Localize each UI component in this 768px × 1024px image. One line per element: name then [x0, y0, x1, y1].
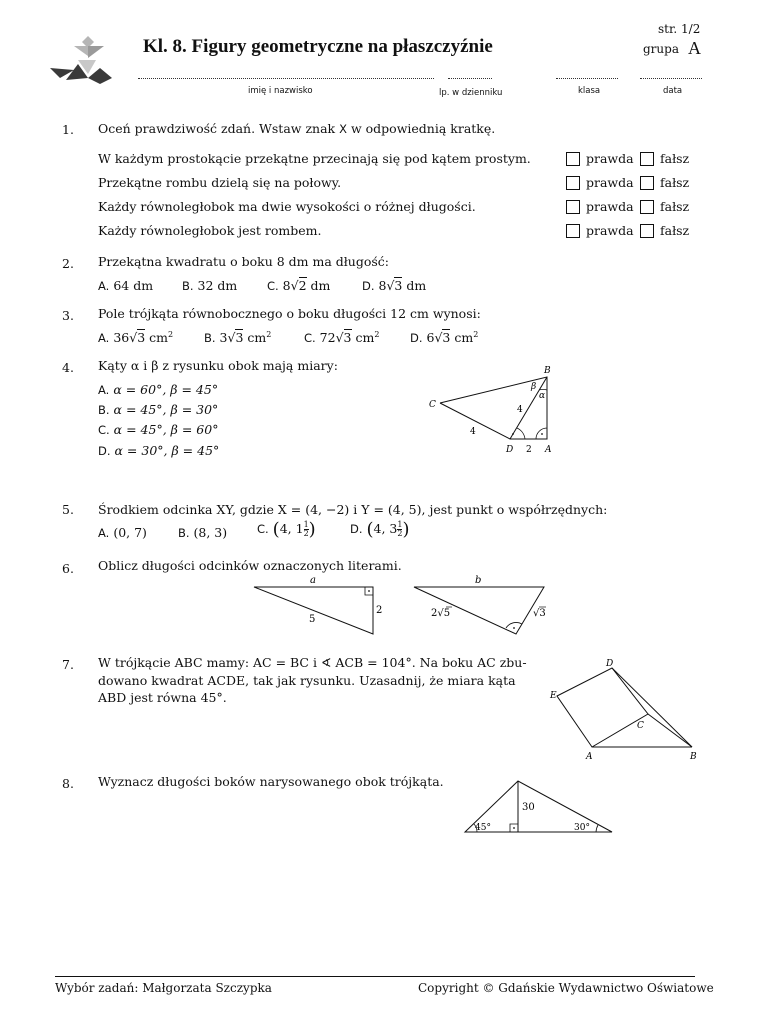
q1-false-checkbox[interactable] [640, 176, 654, 190]
q7-label-b: B [690, 752, 697, 762]
q6-label-b: b [475, 575, 482, 586]
q4-side-cd: 4 [470, 427, 476, 437]
q7-label-e: E [550, 691, 557, 701]
q1-false-checkbox[interactable] [640, 224, 654, 238]
q6-label-leg: 2 [376, 605, 383, 616]
q1-true-label: prawda [586, 175, 634, 190]
q1-statement: Przekątne rombu dzielą się na połowy. [98, 175, 342, 190]
q2-option-d[interactable]: D. 8√3 dm [362, 278, 427, 293]
q2-option-a[interactable]: A. 64 dm [98, 278, 154, 293]
q5-number: 5. [62, 502, 74, 517]
q1-false-checkbox[interactable] [640, 152, 654, 166]
q1-false-label: fałsz [660, 199, 690, 214]
q5-option-c[interactable]: C. (4, 1 $\frac{1}{2}$ ) [257, 519, 316, 540]
q8-right-angle: 30° [574, 823, 590, 833]
q2-number: 2. [62, 256, 74, 271]
q6-prompt: Oblicz długości odcinków oznaczonych literami. [98, 558, 402, 573]
q5-option-a[interactable]: A. (0, 7) [98, 525, 147, 540]
q5-option-d[interactable]: D. (4, 3 $\frac{1}{2}$ ) [350, 519, 410, 540]
name-field-label: imię i nazwisko [248, 86, 313, 96]
class-field-line[interactable] [556, 78, 618, 79]
q4-label-a: A [545, 445, 552, 455]
q1-statement: Każdy równoległobok ma dwie wysokości o różnej długości. [98, 199, 476, 214]
q1-true-label: prawda [586, 223, 634, 238]
date-field-line[interactable] [640, 78, 702, 79]
q6-label-right: √3 [533, 608, 546, 619]
q1-false-label: fałsz [660, 175, 690, 190]
date-field-label: data [663, 86, 683, 96]
q4-option-d[interactable]: D. α = 30°, β = 45° [98, 443, 220, 458]
q4-label-b: B [544, 366, 551, 376]
q4-prompt: Kąty α i β z rysunku obok mają miary: [98, 358, 338, 373]
class-field-label: klasa [578, 86, 601, 96]
footer-author: Wybór zadań: Małgorzata Szczypka [55, 981, 272, 995]
q1-true-label: prawda [586, 151, 634, 166]
q3-prompt: Pole trójkąta równobocznego o boku długości 12 cm wynosi: [98, 306, 481, 321]
q3-option-d[interactable]: D. 6√3 $cm^2$ [410, 330, 479, 346]
q7-figure [545, 656, 705, 766]
q1-statement: W każdym prostokącie przekątne przecinają się pod kątem prostym. [98, 151, 531, 166]
page-number: str. 1/2 [658, 22, 701, 36]
q1-true-checkbox[interactable] [566, 224, 580, 238]
group-label: grupa [643, 42, 679, 56]
q1-false-label: fałsz [660, 151, 690, 166]
q3-option-b[interactable]: B. 3√3 $cm^2$ [204, 330, 272, 346]
q3-option-c[interactable]: C. 72√3 $cm^2$ [304, 330, 380, 346]
q1-true-label: prawda [586, 199, 634, 214]
q4-figure [425, 362, 565, 457]
q1-statement: Każdy równoległobok jest rombem. [98, 223, 322, 238]
q4-beta: β [531, 382, 537, 392]
q7-label-a: A [586, 752, 593, 762]
q4-option-b[interactable]: B. α = 45°, β = 30° [98, 402, 219, 417]
group-value: A [688, 38, 701, 58]
q6-label-hyp: 5 [309, 614, 316, 625]
q4-option-c[interactable]: C. α = 45°, β = 60° [98, 422, 219, 437]
q8-height: 30 [522, 802, 535, 813]
q8-figure [460, 776, 618, 838]
q4-side-da: 2 [526, 445, 532, 455]
number-field-line[interactable] [448, 78, 492, 79]
q2-option-c[interactable]: C. 8√2 dm [267, 278, 331, 293]
q4-option-a[interactable]: A. α = 60°, β = 45° [98, 382, 219, 397]
q6-number: 6. [62, 561, 74, 576]
q7-label-d: D [606, 659, 614, 669]
q4-alpha: α [539, 391, 546, 401]
q4-label-c: C [429, 400, 436, 410]
q1-prompt: Oceń prawdziwość zdań. Wstaw znak X w odpowiednią kratkę. [98, 121, 496, 136]
q6-label-left: 2√5 [431, 608, 451, 619]
q7-text-line: W trójkącie ABC mamy: AC = BC i ∢ ACB = 104°. Na boku AC zbu- [98, 655, 527, 670]
q3-option-a[interactable]: A. 36√3 $cm^2$ [98, 330, 174, 346]
q4-side-bd: 4 [517, 405, 523, 415]
q3-number: 3. [62, 308, 74, 323]
q1-false-label: fałsz [660, 223, 690, 238]
footer-copyright: Copyright © Gdańskie Wydawnictwo Oświatowe [418, 981, 714, 995]
q6-figure-1 [250, 572, 385, 638]
q6-figure-2 [410, 572, 552, 638]
q1-true-checkbox[interactable] [566, 176, 580, 190]
q5-option-b[interactable]: B. (8, 3) [178, 525, 228, 540]
footer-divider [55, 976, 695, 977]
q7-number: 7. [62, 657, 74, 672]
q6-label-a: a [310, 575, 316, 586]
name-field-line[interactable] [138, 78, 434, 79]
q8-number: 8. [62, 776, 74, 791]
number-field-label: lp. w dzienniku [439, 88, 503, 98]
q7-label-c: C [637, 721, 644, 731]
q4-label-d: D [506, 445, 514, 455]
q1-number: 1. [62, 122, 74, 137]
q1-true-checkbox[interactable] [566, 200, 580, 214]
q1-true-checkbox[interactable] [566, 152, 580, 166]
q8-prompt: Wyznacz długości boków narysowanego obok trójkąta. [98, 774, 444, 789]
q7-text-line: ABD jest równa 45°. [98, 690, 227, 705]
q7-text-line: dowano kwadrat ACDE, tak jak rysunku. Uzasadnij, że miara kąta [98, 673, 516, 688]
q8-left-angle: 45° [475, 823, 491, 833]
page-title: Kl. 8. Figury geometryczne na płaszczyźnie [143, 36, 493, 57]
q4-number: 4. [62, 360, 74, 375]
tangram-logo [48, 34, 114, 88]
q2-option-b[interactable]: B. 32 dm [182, 278, 238, 293]
q1-false-checkbox[interactable] [640, 200, 654, 214]
q2-prompt: Przekątna kwadratu o boku 8 dm ma długość: [98, 254, 390, 269]
q5-prompt: Środkiem odcinka XY, gdzie X = (4, −2) i Y = (4, 5), jest punkt o współrzędnych: [98, 502, 608, 517]
